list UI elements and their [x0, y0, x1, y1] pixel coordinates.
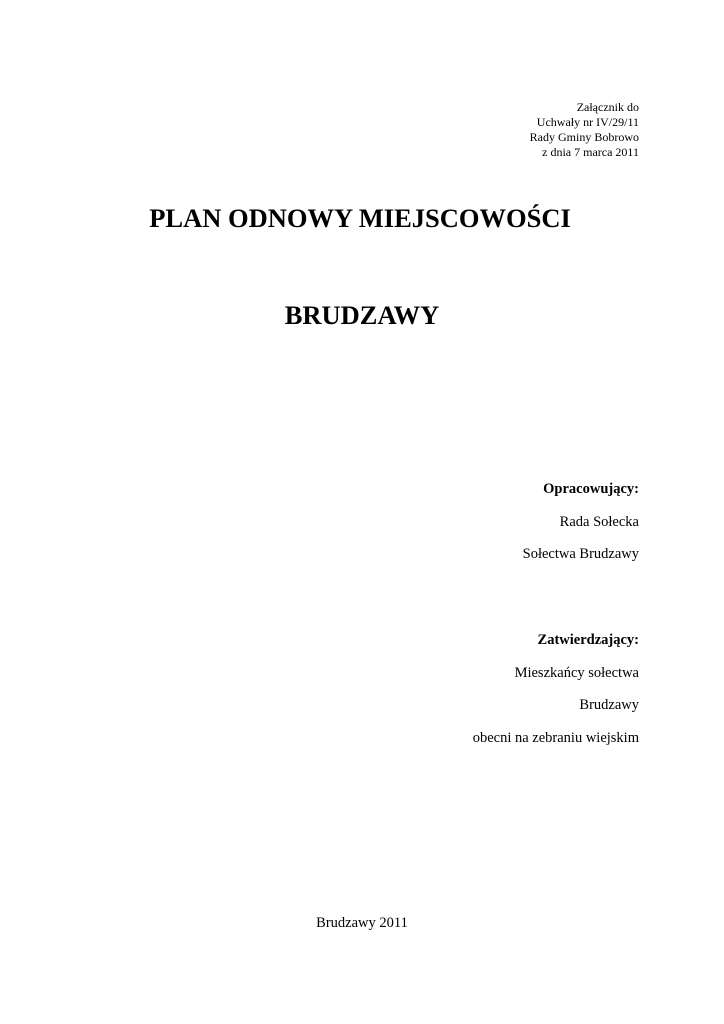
annex-note — [530, 100, 639, 160]
approved-by-line: Brudzawy — [579, 697, 639, 713]
approved-by-line: obecni na zebraniu wiejskim — [472, 729, 639, 746]
annex-date: z dnia 7 marca 2011 — [542, 145, 639, 159]
annex-resolution-number: Uchwały nr IV/29/11 — [536, 115, 639, 129]
approved-by-section — [473, 624, 639, 754]
annex-council-name: Rady Gminy Bobrowo — [529, 130, 639, 144]
prepared-by-line: Sołectwa Brudzawy — [522, 546, 639, 562]
approved-by-line: Mieszkańcy sołectwa — [514, 664, 639, 681]
document-title: PLAN ODNOWY MIEJSCOWOŚCI — [149, 203, 571, 233]
footer-place-date: Brudzawy 2011 — [316, 915, 408, 931]
prepared-by-section — [523, 473, 639, 571]
prepared-by-heading: Opracowujący: — [543, 481, 639, 497]
prepared-by-line: Rada Sołecka — [559, 513, 639, 530]
document-subtitle-village: BRUDZAWY — [284, 300, 440, 330]
annex-line: Załącznik do — [576, 100, 639, 114]
approved-by-heading: Zatwierdzający: — [537, 632, 639, 648]
